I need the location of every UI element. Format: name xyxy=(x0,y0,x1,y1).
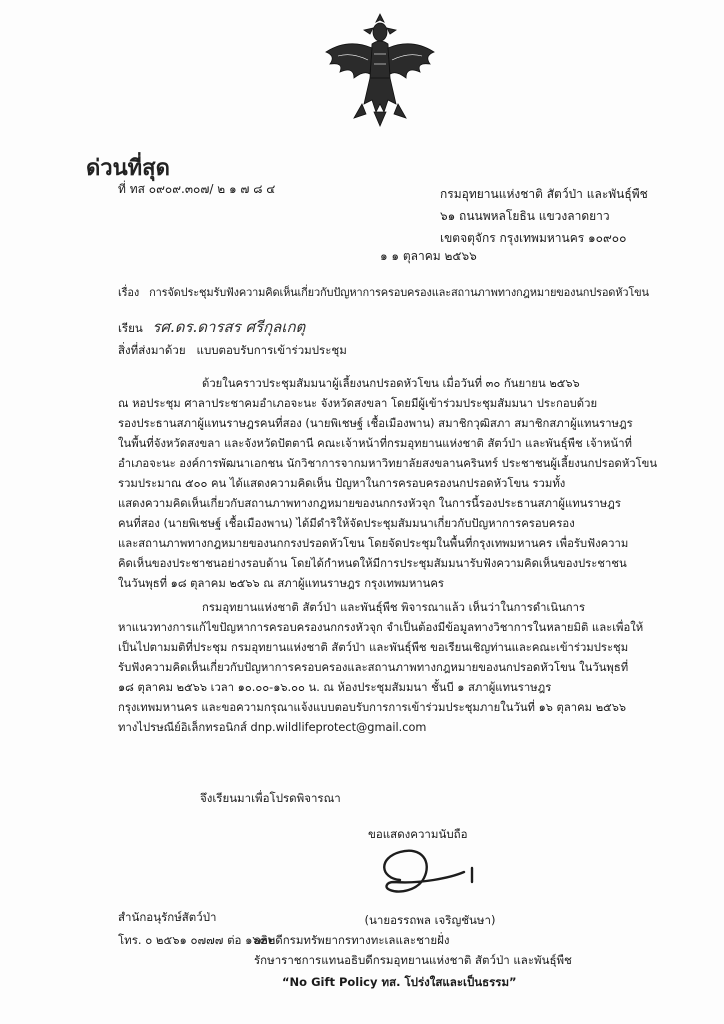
paragraph-line: รับฟังความคิดเห็นเกี่ยวกับปัญหาการครอบครองและสถานภาพทางกฎหมายของนกปรอดหัวโขน ในวันพุธที่ xyxy=(118,661,629,674)
signer-position: อธิบดีกรมทรัพยากรทางทะเลและชายฝั่ง xyxy=(254,933,450,947)
agency-district: เขตจตุจักร กรุงเทพมหานคร ๑๐๙๐๐ xyxy=(440,231,627,245)
agency-name: กรมอุทยานแห่งชาติ สัตว์ป่า และพันธุ์พืช xyxy=(440,187,648,201)
signer-acting-position: รักษาราชการแทนอธิบดีกรมอุทยานแห่งชาติ สัตว์ป่า และพันธุ์พืช xyxy=(254,953,572,967)
garuda-emblem xyxy=(318,8,442,132)
paragraph-line: รองประธานสภาผู้แทนราษฎรคนที่สอง (นายพิเชษฐ์ เชื้อเมืองพาน) สมาชิกวุฒิสภา สมาชิกสภาผู้แทนราษฎร xyxy=(118,417,633,430)
enclosure-label: สิ่งที่ส่งมาด้วย xyxy=(118,343,186,357)
subject-line xyxy=(118,283,649,301)
paragraph-line: และสถานภาพทางกฎหมายของนกกรงปรอดหัวโขน โดยจัดประชุมในพื้นที่กรุงเทพมหานคร เพื่อรับฟังความ xyxy=(118,537,629,550)
salutation-label: เรียน xyxy=(118,321,143,335)
closing-regards: ขอแสดงความนับถือ xyxy=(368,827,468,841)
salutation-line xyxy=(118,315,305,339)
paragraph-line: เป็นไปตามมติที่ประชุม กรมอุทยานแห่งชาติ สัตว์ป่า และพันธุ์พืช ขอเรียนเชิญท่านและคณะเข้าร่วมประชุม xyxy=(118,641,629,654)
document-number: ที่ ทส ๐๙๐๙.๓๐๗/ ๒ ๑ ๗ ๘ ๔ xyxy=(118,182,276,196)
handwritten-recipient: รศ.ดร.ดารสร ศรีกุลเกตุ xyxy=(152,318,306,336)
paragraph-line: อำเภอจะนะ องค์การพัฒนาเอกชน นักวิชาการจากมหาวิทยาลัยสงขลานครินทร์ ประชาชนผู้เลี้ยงนกปรอดหัวโขน xyxy=(118,457,658,470)
paragraph-line: ณ หอประชุม ศาลาประชาคมอำเภอจะนะ จังหวัดสงขลา โดยมีผู้เข้าร่วมประชุมสัมมนา ประกอบด้วย xyxy=(118,397,598,410)
paragraph-line: ๑๘ ตุลาคม ๒๕๖๖ เวลา ๑๐.๐๐-๑๖.๐๐ น. ณ ห้องประชุมสัมมนา ชั้นบี ๑ สภาผู้แทนราษฎร xyxy=(118,681,552,694)
enclosure-line xyxy=(118,342,347,360)
paragraph-line: กรุงเทพมหานคร และขอความกรุณาแจ้งแบบตอบรับการการเข้าร่วมประชุมภายในวันที่ ๑๖ ตุลาคม ๒๕๖๖ xyxy=(118,701,627,714)
contact-email-line: ทางไปรษณีย์อิเล็กทรอนิกส์ dnp.wildlifeprotect@gmail.com xyxy=(118,721,427,734)
paragraph-line: ในวันพุธที่ ๑๘ ตุลาคม ๒๕๖๖ ณ สภาผู้แทนราษฎร กรุงเทพมหานคร xyxy=(118,577,444,590)
paragraph-line: คิดเห็นของประชาชนอย่างรอบด้าน โดยได้กำหนดให้มีการประชุมสัมมนารับฟังความคิดเห็นของประชาชน xyxy=(118,557,627,570)
policy-slogan: “No Gift Policy ทส. โปร่งใสและเป็นธรรม” xyxy=(282,975,517,989)
urgency-mark: ด่วนที่สุด xyxy=(86,156,170,181)
body-paragraph-1 xyxy=(118,374,658,594)
responsible-office: สำนักอนุรักษ์สัตว์ป่า xyxy=(118,910,217,924)
enclosure-text: แบบตอบรับการเข้าร่วมประชุม xyxy=(196,343,347,357)
subject-text: การจัดประชุมรับฟังความคิดเห็นเกี่ยวกับปัญหาการครอบครองและสถานภาพทางกฎหมายของนกปรอดหัวโขน xyxy=(149,286,649,299)
paragraph-line: คนที่สอง (นายพิเชษฐ์ เชื้อเมืองพาน) ได้มีดำริให้จัดประชุมสัมมนาเกี่ยวกับปัญหาการครอบครอง xyxy=(118,517,575,530)
letter-date: ๑ ๑ ตุลาคม ๒๕๖๖ xyxy=(380,249,477,263)
signature-image xyxy=(360,838,500,908)
contact-telephone: โทร. ๐ ๒๕๖๑ ๐๗๗๗ ต่อ ๑๖๓๒ xyxy=(118,933,276,947)
paragraph-line: แสดงความคิดเห็นเกี่ยวกับสถานภาพทางกฎหมายของนกกรงหัวจุก ในการนี้รองประธานสภาผู้แทนราษฎร xyxy=(118,497,621,510)
agency-street: ๖๑ ถนนพหลโยธิน แขวงลาดยาว xyxy=(440,209,610,223)
signer-name: (นายอรรถพล เจริญชันษา) xyxy=(364,913,496,927)
body-paragraph-2 xyxy=(118,598,658,738)
paragraph-line: ด้วยในคราวประชุมสัมมนาผู้เลี้ยงนกปรอดหัวโขน เมื่อวันที่ ๓๐ กันยายน ๒๕๖๖ xyxy=(202,377,580,390)
subject-label: เรื่อง xyxy=(118,286,140,299)
paragraph-line: กรมอุทยานแห่งชาติ สัตว์ป่า และพันธุ์พืช พิจารณาแล้ว เห็นว่าในการดำเนินการ xyxy=(202,601,586,614)
paragraph-line: รวมประมาณ ๕๐๐ คน ได้แสดงความคิดเห็น ปัญหาในการครอบครองนกปรอดหัวโขน รวมทั้ง xyxy=(118,477,566,490)
paragraph-line: หาแนวทางการแก้ไขปัญหาการครอบครองนกกรงหัวจุก จำเป็นต้องมีข้อมูลทางวิชาการในหลายมิติ และเพื่อให้ xyxy=(118,621,644,634)
paragraph-line: ในพื้นที่จังหวัดสงขลา และจังหวัดปัตตานี คณะเจ้าหน้าที่กรมอุทยานแห่งชาติ สัตว์ป่า และพันธุ์พืช เจ้าหน้าที่ xyxy=(118,437,632,450)
closing-request: จึงเรียนมาเพื่อโปรดพิจารณา xyxy=(200,791,341,805)
agency-address xyxy=(440,183,648,249)
